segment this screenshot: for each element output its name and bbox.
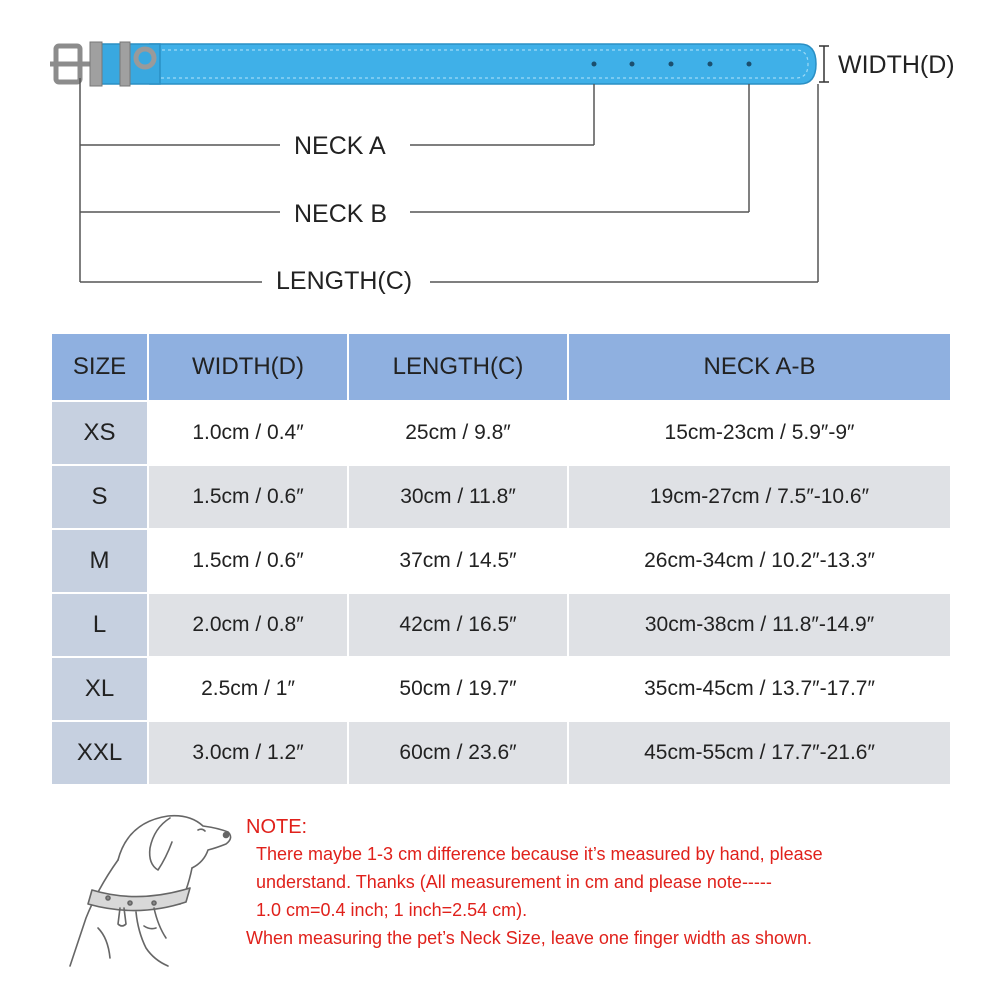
note-section	[246, 814, 966, 952]
width-cell: 1.5cm / 0.6″	[148, 529, 348, 593]
size-cell: L	[51, 593, 148, 657]
neck-b-label: NECK B	[288, 199, 393, 229]
size-cell: M	[51, 529, 148, 593]
header-width: WIDTH(D)	[148, 333, 348, 401]
length-cell: 25cm / 9.8″	[348, 401, 568, 465]
width-cell: 3.0cm / 1.2″	[148, 721, 348, 785]
neck-cell: 15cm-23cm / 5.9″-9″	[568, 401, 951, 465]
note-line: 1.0 cm=0.4 inch; 1 inch=2.54 cm).	[256, 900, 528, 920]
table-row	[51, 401, 951, 465]
neck-cell: 30cm-38cm / 11.8″-14.9″	[568, 593, 951, 657]
dimension-lines	[80, 78, 818, 282]
note-line: When measuring the pet’s Neck Size, leave one finger width as shown.	[246, 928, 812, 948]
length-cell: 37cm / 14.5″	[348, 529, 568, 593]
length-cell: 60cm / 23.6″	[348, 721, 568, 785]
collar-diagram	[0, 0, 1000, 320]
size-cell: XL	[51, 657, 148, 721]
table-row	[51, 529, 951, 593]
dog-collar-sketch-icon	[58, 808, 238, 968]
length-cell: 50cm / 19.7″	[348, 657, 568, 721]
header-size: SIZE	[51, 333, 148, 401]
neck-a-label: NECK A	[288, 131, 392, 161]
collar-drawing	[0, 0, 1000, 320]
width-bracket	[819, 46, 829, 82]
neck-cell: 26cm-34cm / 10.2″-13.3″	[568, 529, 951, 593]
header-length: LENGTH(C)	[348, 333, 568, 401]
length-cell: 42cm / 16.5″	[348, 593, 568, 657]
table-row	[51, 721, 951, 785]
table-header-row	[51, 333, 951, 401]
neck-cell: 45cm-55cm / 17.7″-21.6″	[568, 721, 951, 785]
table-row	[51, 657, 951, 721]
width-cell: 1.0cm / 0.4″	[148, 401, 348, 465]
width-cell: 1.5cm / 0.6″	[148, 465, 348, 529]
note-line: understand. Thanks (All measurement in cm and please note-----	[256, 872, 772, 892]
size-cell: XXL	[51, 721, 148, 785]
width-label: WIDTH(D)	[832, 50, 961, 80]
neck-cell: 35cm-45cm / 13.7″-17.7″	[568, 657, 951, 721]
size-chart-table	[50, 332, 952, 786]
header-neck: NECK A-B	[568, 333, 951, 401]
table-row	[51, 465, 951, 529]
note-line: There maybe 1-3 cm difference because it’s measured by hand, please	[256, 844, 823, 864]
length-cell: 30cm / 11.8″	[348, 465, 568, 529]
collar-strap-icon	[100, 44, 816, 84]
note-title: NOTE:	[246, 816, 308, 838]
length-label: LENGTH(C)	[270, 266, 418, 296]
table-row	[51, 593, 951, 657]
neck-cell: 19cm-27cm / 7.5″-10.6″	[568, 465, 951, 529]
width-cell: 2.0cm / 0.8″	[148, 593, 348, 657]
width-cell: 2.5cm / 1″	[148, 657, 348, 721]
size-cell: S	[51, 465, 148, 529]
buckle-icon	[50, 42, 102, 86]
size-cell: XS	[51, 401, 148, 465]
